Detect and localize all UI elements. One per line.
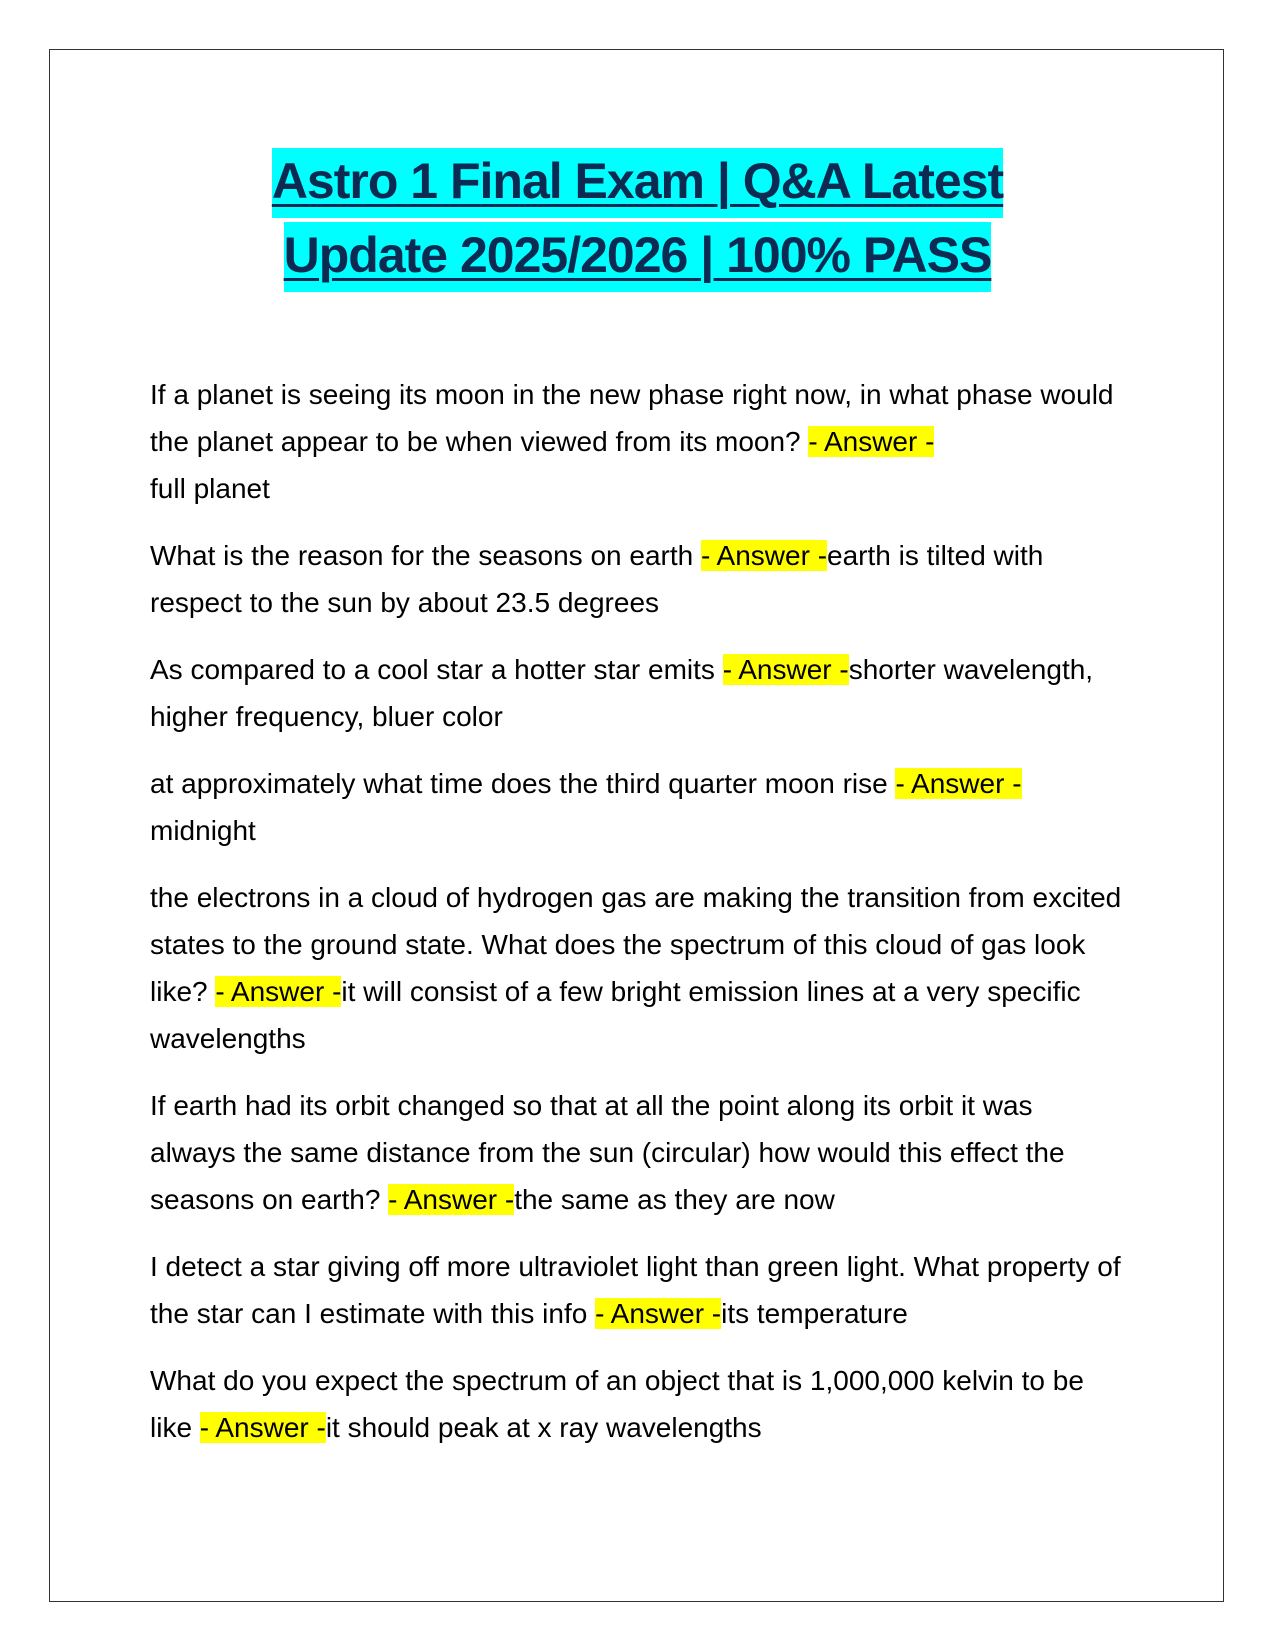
qa-list <box>150 371 1125 1471</box>
question-text: If a planet is seeing its moon in the new phase right now, in what phase would the planet appear to be when viewed from its moon? <box>150 379 1114 457</box>
answer-text: the same as they are now <box>514 1184 835 1215</box>
answer-text: earth is tilted with respect to the sun by about 23.5 degrees <box>150 540 1044 618</box>
answer-marker: - Answer - <box>722 654 849 685</box>
qa-item <box>150 1082 1125 1223</box>
question-text: If earth had its orbit changed so that at all the point along its orbit it was always the same distance from the sun (circular) how would this effect the seasons on earth? <box>150 1090 1065 1215</box>
qa-item <box>150 760 1125 854</box>
answer-marker: - Answer - <box>895 768 1022 799</box>
question-text: at approximately what time does the third quarter moon rise <box>150 768 896 799</box>
answer-marker: - Answer - <box>199 1412 326 1443</box>
qa-item <box>150 1243 1125 1337</box>
answer-text: it should peak at x ray wavelengths <box>325 1412 762 1443</box>
title-line-1: Astro 1 Final Exam | Q&A Latest <box>272 148 1003 218</box>
answer-marker: - Answer - <box>700 540 828 571</box>
answer-text: midnight <box>150 815 256 846</box>
answer-text: its temperature <box>721 1298 908 1329</box>
question-text: As compared to a cool star a hotter star emits <box>150 654 723 685</box>
qa-item <box>150 532 1125 626</box>
answer-marker: - Answer - <box>388 1184 515 1215</box>
answer-marker: - Answer - <box>215 976 342 1007</box>
question-text: What is the reason for the seasons on earth <box>150 540 701 571</box>
answer-text: shorter wavelength, higher frequency, bluer color <box>150 654 1094 732</box>
question-text: I detect a star giving off more ultraviolet light than green light. What property of the star can I estimate with this info <box>150 1251 1121 1329</box>
qa-item <box>150 1357 1125 1451</box>
qa-item <box>150 371 1125 512</box>
qa-item <box>150 646 1125 740</box>
answer-text: it will consist of a few bright emission lines at a very specific wavelengths <box>150 976 1081 1054</box>
answer-marker: - Answer - <box>808 426 935 457</box>
qa-item <box>150 874 1125 1062</box>
question-text: the electrons in a cloud of hydrogen gas are making the transition from excited states to the ground state. What does the spectrum of this cloud of gas look like? <box>150 882 1122 1007</box>
question-text: What do you expect the spectrum of an object that is 1,000,000 kelvin to be like <box>150 1365 1084 1443</box>
answer-marker: - Answer - <box>595 1298 722 1329</box>
answer-text: full planet <box>150 473 270 504</box>
title-line-2: Update 2025/2026 | 100% PASS <box>284 222 992 292</box>
document-title <box>60 148 1215 296</box>
